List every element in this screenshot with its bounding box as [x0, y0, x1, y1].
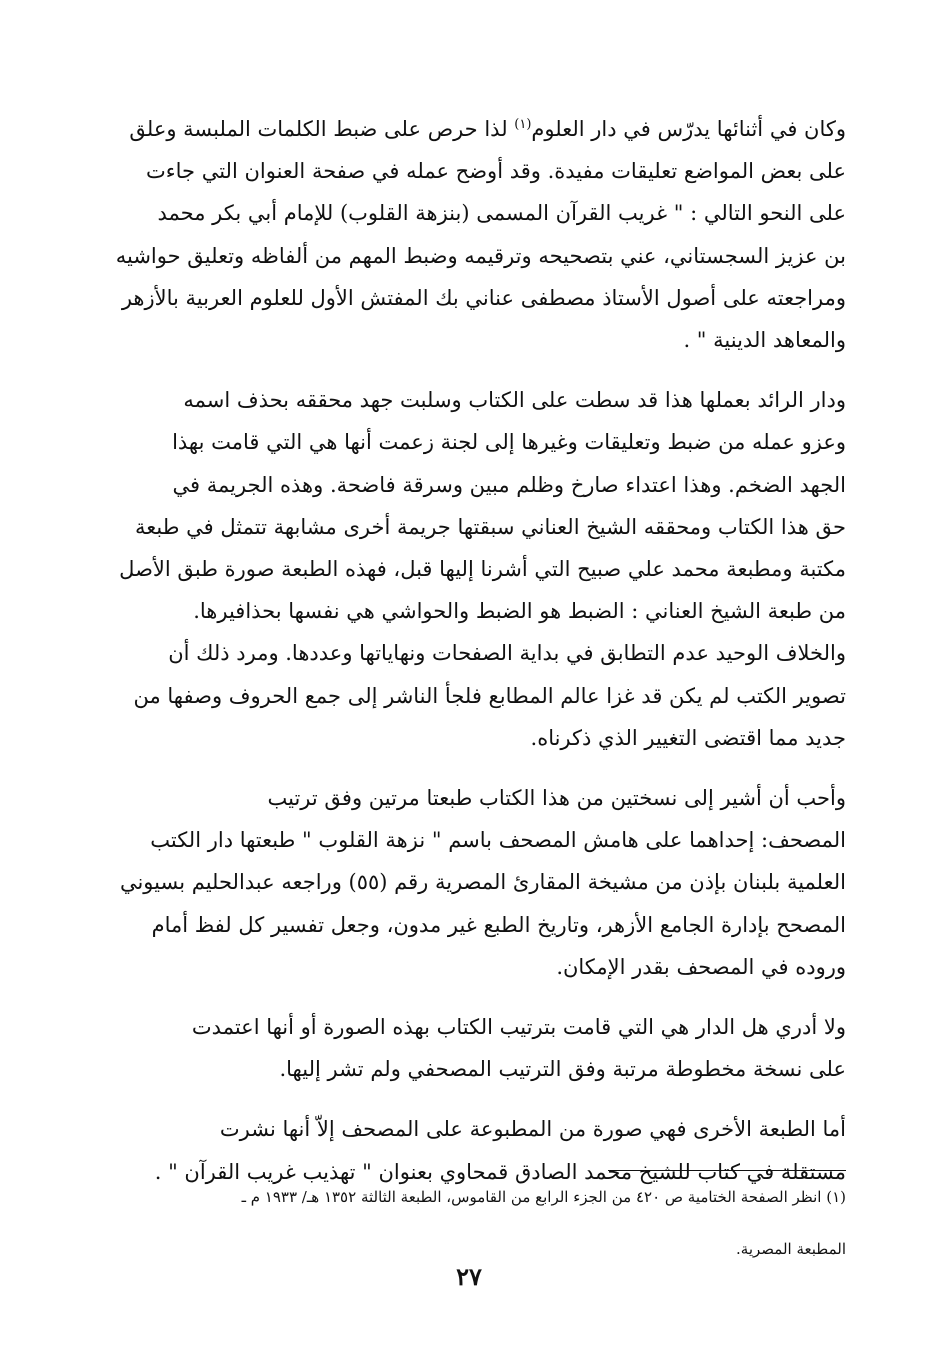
paragraph-4 [98, 1006, 846, 1090]
text-line: تصوير الكتب لم يكن قد غزا عالم المطابع فلجأ الناشر إلى جمع الحروف وصفها من [133, 683, 846, 708]
paragraph-3 [98, 777, 846, 988]
text-line: والمعاهد الدينية " . [683, 328, 846, 353]
text-line: وروده في المصحف بقدر الإمكان. [556, 954, 846, 979]
text-line: وعزو عمله من ضبط وتعليقات وغيرها إلى لجنة زعمت أنها هي التي قامت بهذا [172, 430, 846, 455]
text-line: المصحف: إحداهما على هامش المصحف باسم " نزهة القلوب " طبعتها دار الكتب [150, 828, 846, 853]
footnote-line: (١) انظر الصفحة الختامية ص ٤٢٠ من الجزء الرابع من القاموس، الطبعة الثالثة ١٣٥٢ هـ/ ١٩٣٣ م ـ [241, 1188, 846, 1206]
paragraph-2 [98, 379, 846, 759]
text-line: المصحح بإدارة الجامع الأزهر، وتاريخ الطبع غير مدون، وجعل تفسير كل لفظ أمام [151, 912, 846, 937]
footnote-divider [608, 1170, 846, 1171]
text-line: ودار الرائد بعملها هذا قد سطت على الكتاب وسلبت جهد محققه بحذف اسمه [183, 388, 846, 413]
text-line: مستقلة في كتاب للشيخ محمد الصادق قمحاوي بعنوان " تهذيب غريب القرآن " . [154, 1159, 846, 1184]
text-line: أما الطبعة الأخرى فهي صورة من المطبوعة على المصحف إلاّ أنها نشرت [219, 1117, 846, 1142]
text-line: مكتبة ومطبعة محمد علي صبيح التي أشرنا إليها قبل، فهذه الطبعة صورة طبق الأصل [119, 557, 846, 582]
text-line: على النحو التالي : " غريب القرآن المسمى (بنزهة القلوب) للإمام أبي بكر محمد [157, 201, 846, 226]
text-line: وكان في أثنائها يدرّس في دار العلوم$^{(١)}$ لذا حرص على ضبط الكلمات الملبسة وعلق [129, 117, 846, 141]
text-line: والخلاف الوحيد عدم التطابق في بداية الصفحات ونهاياتها وعددها. ومرد ذلك أن [168, 641, 846, 666]
text-line: ولا أدري هل الدار هي التي قامت بترتيب الكتاب بهذه الصورة أو أنها اعتمدت [191, 1015, 846, 1040]
text-line: وأحب أن أشير إلى نسختين من هذا الكتاب طبعتا مرتين وفق ترتيب [267, 786, 846, 811]
text-line: على نسخة مخطوطة مرتبة وفق الترتيب المصحفي ولم تشر إليها. [279, 1057, 846, 1082]
page-number: ٢٧ [456, 1262, 482, 1291]
text-line: الجهد الضخم. وهذا اعتداء صارخ وظلم مبين وسرقة فاضحة. وهذه الجريمة في [172, 472, 846, 497]
footnote [98, 1184, 846, 1262]
text-line: على بعض المواضع تعليقات مفيدة. وقد أوضح عمله في صفحة العنوان التي جاءت [146, 159, 846, 184]
text-line: العلمية بلبنان بإذن من مشيخة المقارئ المصرية رقم (٥٥) وراجعه عبدالحليم بسيوني [119, 870, 846, 895]
text-line: جديد مما اقتضى التغيير الذي ذكرناه. [530, 725, 846, 750]
text-line: حق هذا الكتاب ومحققه الشيخ العناني سبقتها جريمة أخرى مشابهة تتمثل في طبعة [135, 514, 846, 539]
footnote-marker: (١) [514, 117, 532, 132]
text-line: من طبعة الشيخ العناني : الضبط هو الضبط والحواشي هي نفسها بحذافيرها. [193, 599, 846, 624]
main-text [98, 108, 846, 1193]
paragraph-5 [98, 1108, 846, 1192]
text-line: ومراجعته على أصول الأستاذ مصطفى عناني بك المفتش الأول للعلوم العربية بالأزهر [121, 285, 846, 310]
paragraph-1 [98, 108, 846, 361]
text-line: بن عزيز السجستاني، عني بتصحيحه وترقيمه وضبط المهم من ألفاظه وتعليق حواشيه [115, 243, 846, 268]
footnote-line: المطبعة المصرية. [736, 1240, 846, 1258]
